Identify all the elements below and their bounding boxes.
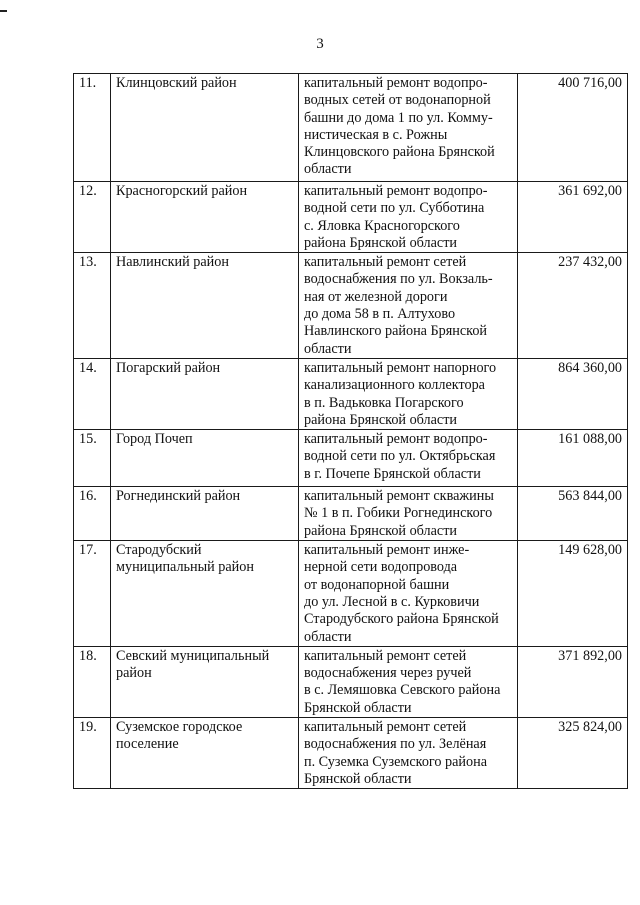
district-name: Навлинский район — [111, 253, 299, 359]
amount-value: 563 844,00 — [518, 487, 628, 541]
row-number: 14. — [74, 358, 111, 429]
work-description: капитальный ремонт скважины № 1 в п. Гобики Рогнединского района Брянской области — [299, 487, 518, 541]
table-row — [74, 541, 628, 647]
row-number: 16. — [74, 487, 111, 541]
table-row — [74, 487, 628, 541]
table-row — [74, 646, 628, 717]
row-number: 17. — [74, 541, 111, 647]
row-number: 11. — [74, 74, 111, 182]
table-row — [74, 358, 628, 429]
row-number: 12. — [74, 182, 111, 253]
work-description: капитальный ремонт водопро- водных сетей от водонапорной башни до дома 1 по ул. Комму- нистическая в с. Рожны Клинцовского района Брянской области — [299, 74, 518, 182]
work-description: капитальный ремонт водопро- водной сети по ул. Субботина с. Яловка Красногорского района Брянской области — [299, 182, 518, 253]
row-number: 13. — [74, 253, 111, 359]
district-name: Стародубский муниципальный район — [111, 541, 299, 647]
table-row — [74, 182, 628, 253]
work-description: капитальный ремонт сетей водоснабжения по ул. Вокзаль- ная от железной дороги до дома 58 в п. Алтухово Навлинского района Брянской области — [299, 253, 518, 359]
table-row — [74, 74, 628, 182]
amount-value: 325 824,00 — [518, 718, 628, 789]
work-description: капитальный ремонт сетей водоснабжения через ручей в с. Лемяшовка Севского района Брянской области — [299, 646, 518, 717]
amount-value: 149 628,00 — [518, 541, 628, 647]
page-number: 3 — [316, 36, 324, 52]
table-row — [74, 253, 628, 359]
table-row — [74, 430, 628, 487]
row-number: 18. — [74, 646, 111, 717]
district-name: Город Почеп — [111, 430, 299, 487]
table-row — [74, 718, 628, 789]
works-table — [73, 73, 628, 789]
district-name: Клинцовский район — [111, 74, 299, 182]
district-name: Красногорский район — [111, 182, 299, 253]
scan-edge-mark — [0, 10, 7, 12]
amount-value: 161 088,00 — [518, 430, 628, 487]
work-description: капитальный ремонт водопро- водной сети по ул. Октябрьская в г. Почепе Брянской области — [299, 430, 518, 487]
amount-value: 237 432,00 — [518, 253, 628, 359]
district-name: Рогнединский район — [111, 487, 299, 541]
amount-value: 361 692,00 — [518, 182, 628, 253]
district-name: Суземское городское поселение — [111, 718, 299, 789]
amount-value: 864 360,00 — [518, 358, 628, 429]
district-name: Погарский район — [111, 358, 299, 429]
district-name: Севский муниципальный район — [111, 646, 299, 717]
row-number: 19. — [74, 718, 111, 789]
work-description: капитальный ремонт инже- нерной сети водопровода от водонапорной башни до ул. Лесной в с. Курковичи Стародубского района Брянской области — [299, 541, 518, 647]
work-description: капитальный ремонт напорного канализационного коллектора в п. Вадьковка Погарского района Брянской области — [299, 358, 518, 429]
row-number: 15. — [74, 430, 111, 487]
amount-value: 371 892,00 — [518, 646, 628, 717]
amount-value: 400 716,00 — [518, 74, 628, 182]
work-description: капитальный ремонт сетей водоснабжения по ул. Зелёная п. Суземка Суземского района Брянской области — [299, 718, 518, 789]
